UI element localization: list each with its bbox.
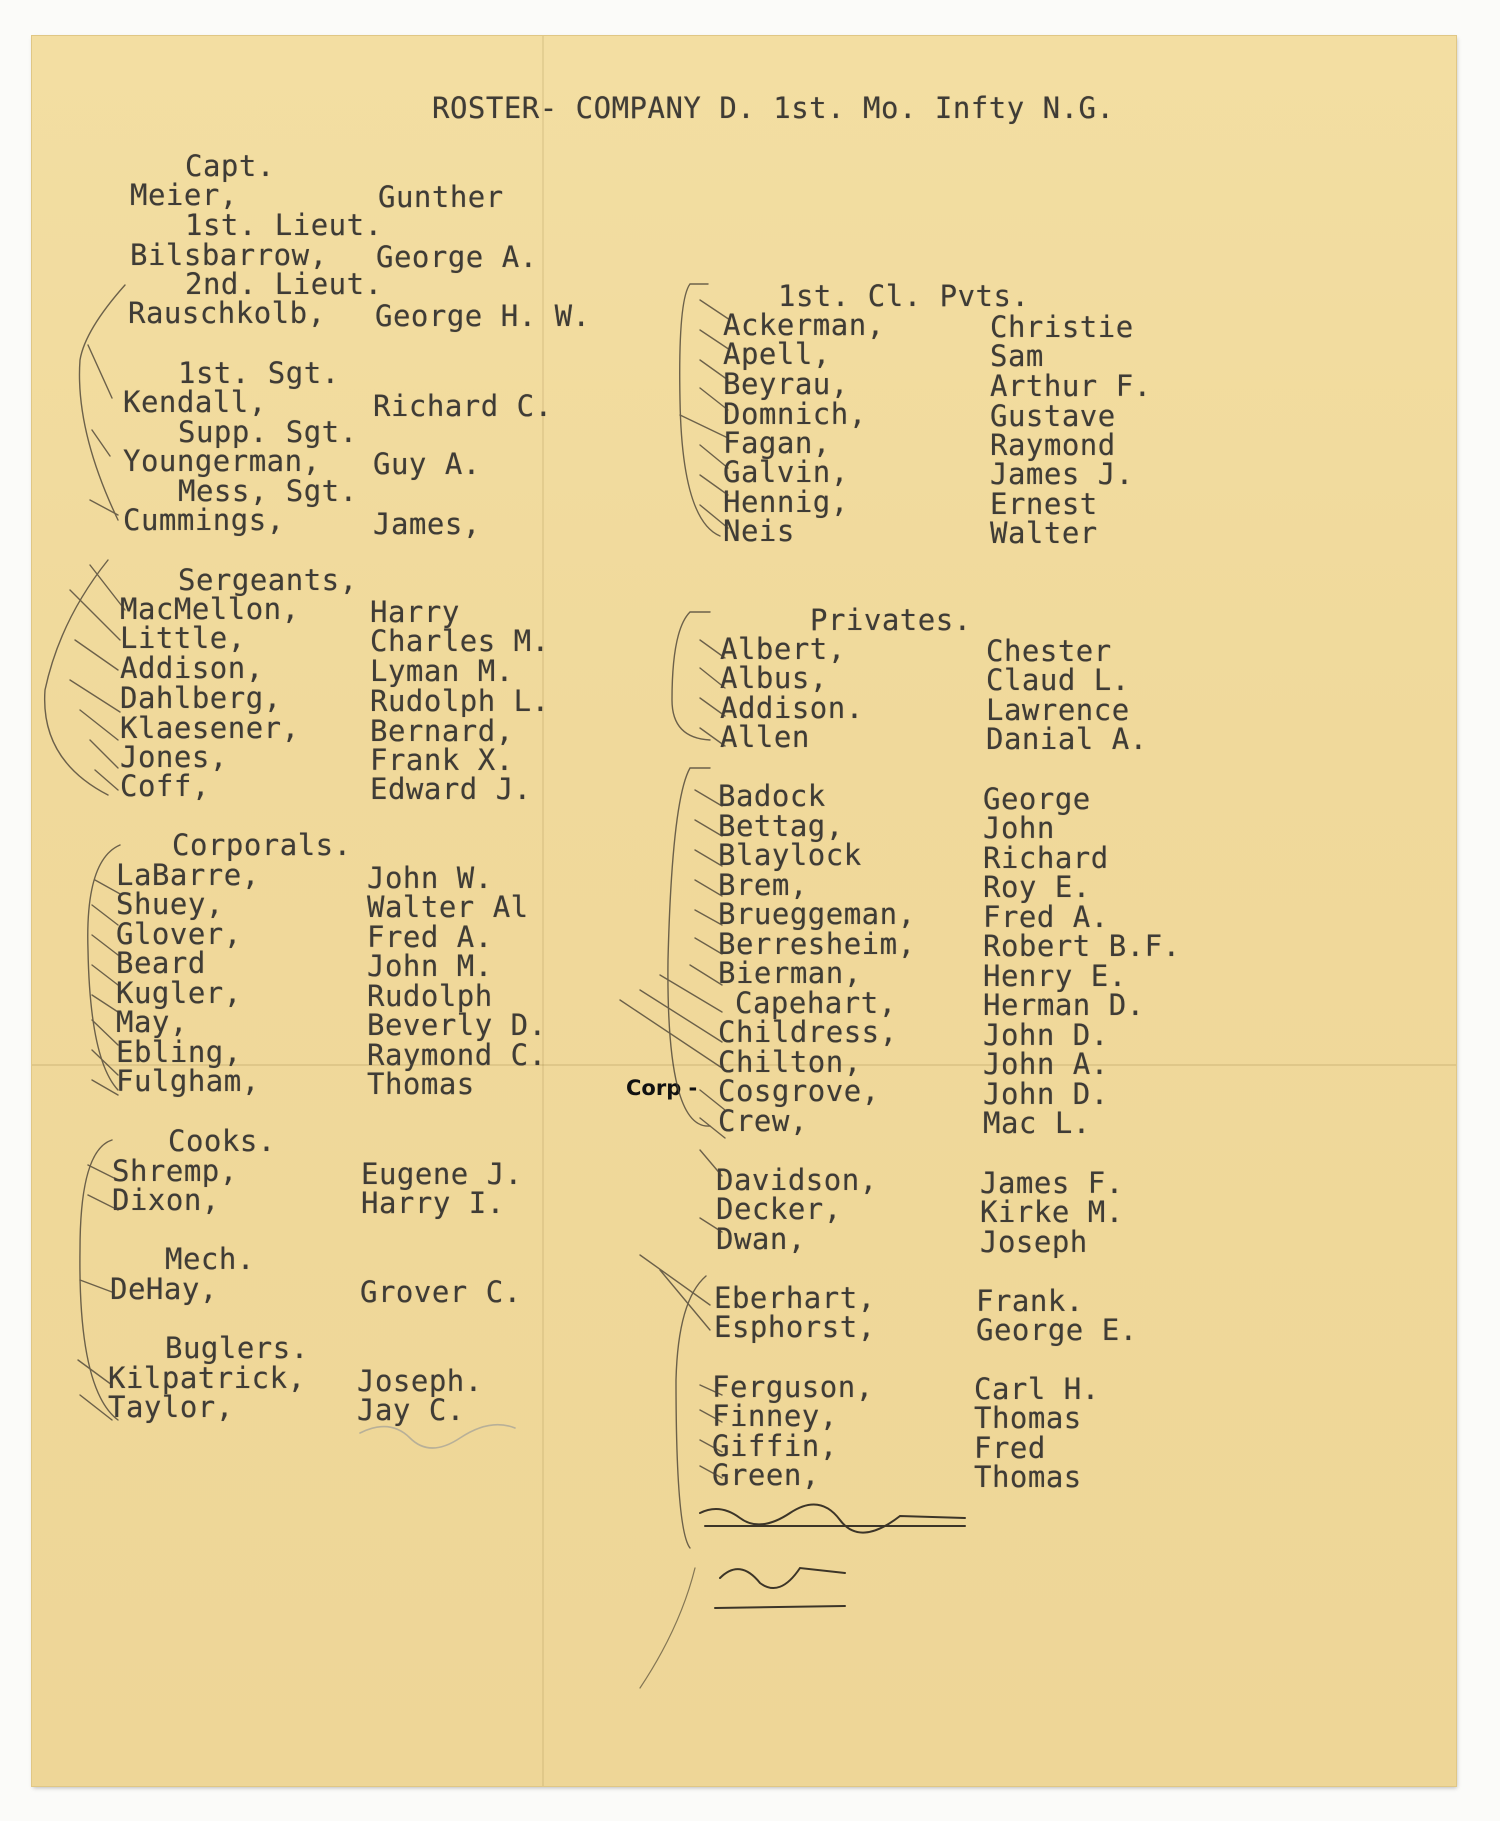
heading-capt: Capt. xyxy=(185,149,275,183)
given-name: Gunther xyxy=(378,180,504,214)
surname: Glover, xyxy=(116,917,242,951)
surname: Shuey, xyxy=(116,887,224,921)
pencil-signatures xyxy=(300,1408,980,1768)
heading-cooks: Cooks. xyxy=(168,1124,276,1158)
surname: Eberhart, xyxy=(714,1281,876,1315)
surname: Capehart, xyxy=(735,986,897,1020)
surname: Chilton, xyxy=(718,1045,862,1079)
given-name: Thomas xyxy=(974,1460,1082,1494)
given-name: Sam xyxy=(990,339,1044,373)
surname: Hennig, xyxy=(723,485,849,519)
given-name: Roy E. xyxy=(983,870,1091,904)
surname: Badock xyxy=(718,779,826,813)
surname: Giffin, xyxy=(712,1429,838,1463)
surname: Crew, xyxy=(718,1104,808,1138)
given-name: John D. xyxy=(983,1018,1109,1052)
surname: Blaylock xyxy=(718,838,862,872)
surname: Ebling, xyxy=(116,1035,242,1069)
given-name: Richard C. xyxy=(373,389,553,423)
given-name: John D. xyxy=(983,1077,1109,1111)
surname: Jones, xyxy=(120,740,228,774)
surname: Meier, xyxy=(130,178,238,212)
surname: Ferguson, xyxy=(712,1370,874,1404)
surname: Kendall, xyxy=(123,385,267,419)
surname: Apell, xyxy=(723,337,831,371)
surname: Bierman, xyxy=(718,956,862,990)
surname: Brueggeman, xyxy=(718,897,916,931)
surname: Dixon, xyxy=(112,1183,220,1217)
given-name: Lyman M. xyxy=(370,654,514,688)
surname: May, xyxy=(116,1005,188,1039)
given-name: George E. xyxy=(976,1313,1138,1347)
heading-sergeants: Sergeants, xyxy=(178,563,358,597)
heading-1st-sgt: 1st. Sgt. xyxy=(178,356,340,390)
given-name: Thomas xyxy=(367,1067,475,1101)
surname: Cosgrove, xyxy=(718,1074,880,1108)
given-name: John A. xyxy=(983,1047,1109,1081)
surname: Green, xyxy=(712,1458,820,1492)
given-name: Harry xyxy=(370,595,460,629)
handwritten-corp-annotation: Corp - xyxy=(626,1076,698,1100)
surname: Domnich, xyxy=(723,397,867,431)
heading-corporals: Corporals. xyxy=(172,828,352,862)
given-name: Joseph. xyxy=(357,1364,483,1398)
given-name: James J. xyxy=(990,457,1134,491)
given-name: Guy A. xyxy=(373,447,481,481)
given-name: George H. W. xyxy=(375,299,591,333)
surname: Galvin, xyxy=(723,455,849,489)
given-name: Raymond xyxy=(990,428,1116,462)
surname: LaBarre, xyxy=(116,858,260,892)
surname: Bilsbarrow, xyxy=(130,238,328,272)
surname: Addison. xyxy=(720,691,864,725)
surname: Ackerman, xyxy=(723,308,885,342)
surname: Fulgham, xyxy=(116,1064,260,1098)
given-name: Fred A. xyxy=(367,920,493,954)
heading-privates: Privates. xyxy=(810,603,972,637)
document-title: ROSTER- COMPANY D. 1st. Mo. Infty N.G. xyxy=(432,91,1115,125)
surname: Kilpatrick, xyxy=(108,1361,306,1395)
given-name: George xyxy=(983,782,1091,816)
surname: Neis xyxy=(723,514,795,548)
given-name: Charles M. xyxy=(370,624,550,658)
surname: Decker, xyxy=(716,1192,842,1226)
given-name: Jay C. xyxy=(357,1393,465,1427)
given-name: John M. xyxy=(367,949,493,983)
given-name: Arthur F. xyxy=(990,369,1152,403)
given-name: Mac L. xyxy=(983,1106,1091,1140)
given-name: Beverly D. xyxy=(367,1008,547,1042)
surname: Bettag, xyxy=(718,809,844,843)
given-name: Chester xyxy=(986,634,1112,668)
surname: Esphorst, xyxy=(714,1310,876,1344)
surname: Dwan, xyxy=(716,1222,806,1256)
given-name: Walter xyxy=(990,516,1098,550)
given-name: Walter Al xyxy=(367,890,529,924)
given-name: John W. xyxy=(367,861,493,895)
surname: Kugler, xyxy=(116,976,242,1010)
surname: Finney, xyxy=(712,1399,838,1433)
given-name: Frank. xyxy=(976,1284,1084,1318)
heading-mech: Mech. xyxy=(165,1242,255,1276)
given-name: George A. xyxy=(376,240,538,274)
given-name: Rudolph xyxy=(367,979,493,1013)
given-name: Robert B.F. xyxy=(983,929,1181,963)
surname: Beard xyxy=(116,946,206,980)
surname: Little, xyxy=(120,621,246,655)
heading-2nd-lieut: 2nd. Lieut. xyxy=(185,267,383,301)
surname: Albert, xyxy=(720,632,846,666)
surname: DeHay, xyxy=(110,1272,218,1306)
surname: Coff, xyxy=(120,769,210,803)
given-name: Rudolph L. xyxy=(370,684,550,718)
surname: Cummings, xyxy=(123,503,285,537)
given-name: Ernest xyxy=(990,487,1098,521)
given-name: Claud L. xyxy=(986,663,1130,697)
heading-buglers: Buglers. xyxy=(165,1331,309,1365)
given-name: John xyxy=(983,811,1055,845)
heading-1st-lieut: 1st. Lieut. xyxy=(185,208,383,242)
given-name: Thomas xyxy=(974,1401,1082,1435)
heading-supp-sgt: Supp. Sgt. xyxy=(178,415,358,449)
given-name: Henry E. xyxy=(983,959,1127,993)
surname: Taylor, xyxy=(108,1390,234,1424)
surname: Davidson, xyxy=(716,1163,878,1197)
surname: Allen xyxy=(720,720,810,754)
surname: Childress, xyxy=(718,1015,898,1049)
given-name: Edward J. xyxy=(370,772,532,806)
given-name: Kirke M. xyxy=(980,1195,1124,1229)
given-name: Christie xyxy=(990,310,1134,344)
given-name: Frank X. xyxy=(370,743,514,777)
given-name: Raymond C. xyxy=(367,1038,547,1072)
heading-mess-sgt: Mess, Sgt. xyxy=(178,474,358,508)
surname: Brem, xyxy=(718,868,808,902)
given-name: Harry I. xyxy=(361,1186,505,1220)
surname: Youngerman, xyxy=(123,444,321,478)
given-name: Richard xyxy=(983,841,1109,875)
given-name: Eugene J. xyxy=(361,1157,523,1191)
given-name: Lawrence xyxy=(986,693,1130,727)
heading-first-class-privates: 1st. Cl. Pvts. xyxy=(778,279,1030,313)
surname: Shremp, xyxy=(112,1154,238,1188)
given-name: Fred A. xyxy=(983,900,1109,934)
surname: Fagan, xyxy=(723,426,831,460)
given-name: Grover C. xyxy=(360,1275,522,1309)
given-name: James, xyxy=(373,507,481,541)
surname: Addison, xyxy=(120,651,264,685)
surname: Dahlberg, xyxy=(120,681,282,715)
given-name: Carl H. xyxy=(974,1372,1100,1406)
given-name: Bernard, xyxy=(370,714,514,748)
given-name: Gustave xyxy=(990,399,1116,433)
surname: Berresheim, xyxy=(718,927,916,961)
given-name: Danial A. xyxy=(986,722,1148,756)
given-name: James F. xyxy=(980,1166,1124,1200)
surname: Klaesener, xyxy=(120,711,300,745)
surname: MacMellon, xyxy=(120,592,300,626)
surname: Rauschkolb, xyxy=(128,296,326,330)
surname: Beyrau, xyxy=(723,367,849,401)
surname: Albus, xyxy=(720,661,828,695)
given-name: Joseph xyxy=(980,1225,1088,1259)
given-name: Herman D. xyxy=(983,988,1145,1022)
given-name: Fred xyxy=(974,1431,1046,1465)
